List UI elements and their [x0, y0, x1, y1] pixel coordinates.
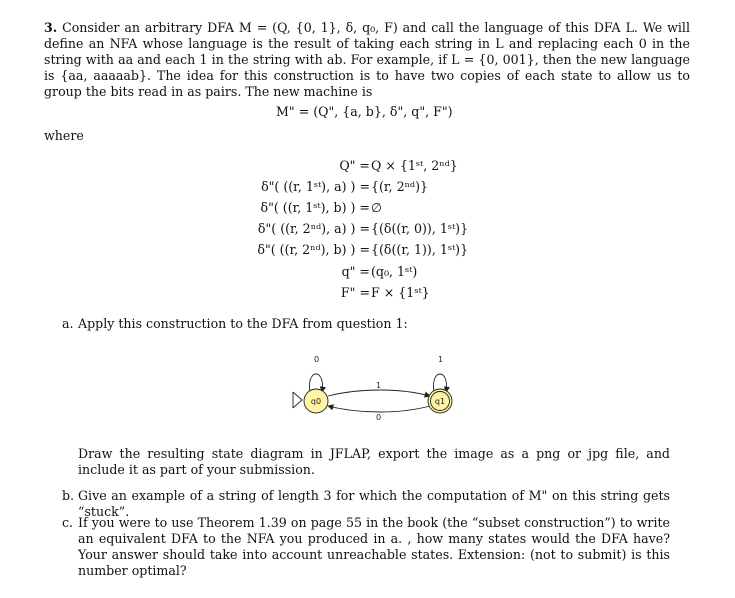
- dfa-state-diagram: [290, 352, 480, 430]
- equation-rhs-4: {(δ((r, 1)), 1ˢᵗ)}: [371, 242, 469, 257]
- state-q0-label: q0: [310, 397, 322, 406]
- part-c: [62, 515, 670, 579]
- part-a-text: Apply this construction to the DFA from question 1:: [78, 316, 408, 331]
- question-number: 3.: [44, 20, 58, 35]
- equation-rhs-6: F × {1ˢᵗ}: [371, 285, 430, 300]
- machine-definition: M" = (Q", {a, b}, δ", q", F"): [276, 104, 453, 119]
- start-state-marker: [293, 392, 302, 408]
- equation-rhs-2: ∅: [371, 200, 382, 215]
- edge-q1-to-q0: [328, 406, 430, 412]
- edge-q1-to-q0-label: 0: [376, 413, 382, 422]
- document-page: 3. Consider an arbitrary DFA M = (Q, {0, 1}, δ, q₀, F) and call the language of this DFA L. We will define an NFA whose language is the result of taking each string in L and replacing each 0 in the string with aa and each 1 in the string with ab. For example, if L = {0, 001}, then the new language is {aa, aaaaab}. The idea for this construction is to have two copies of each state to allow us to group the bits read in as pairs. The new machine is M" = (Q", {a, b}, δ", q", F") where Q" = Q × {1ˢᵗ, 2ⁿᵈ} δ"( ((r, 1ˢᵗ), a) ) = {(r, 2ⁿᵈ)} δ"( ((r, 1ˢᵗ), b) ) = ∅ δ"( ((r, 2ⁿᵈ), a) ) = {(δ((r, 0)), 1ˢᵗ)} δ"( ((r, 2ⁿᵈ), b) ) = {(δ((r, 1)), 1ˢᵗ)} q" = (q₀, 1ˢᵗ) F" = F × {1ˢᵗ} a. Apply this construction to the DFA from question 1: 0 1 1 0 q0 q1 Draw the resulting state diagram in JFLAP, export the image as a png or jpg file, and include it as part of your submission. b. Give an example of a string of length 3 for which the computation of M" on this string gets “stuck”. c. If you were to use Theorem 1.39 on page 55 in the book (the “subset construction”) to write an equivalent DFA to the NFA you produced in a. , how many states would the DFA have? Your answer should take into account unreachable states. Extension: (not to submit) is this number optimal?: [44, 20, 690, 578]
- edge-q0-to-q1-label: 1: [376, 381, 382, 390]
- equation-rhs-3: {(δ((r, 0)), 1ˢᵗ)}: [371, 221, 469, 236]
- part-c-label: c.: [62, 515, 74, 530]
- edge-q0-to-q1: [328, 390, 430, 396]
- part-c-text: If you were to use Theorem 1.39 on page 55 in the book (the “subset construction”) to write an equivalent DFA to the NFA you produced in a. , how many states would the DFA have? Your answer should take into account unreachable states. Extension: (not to submit) is this number optimal?: [78, 515, 670, 578]
- loop-q0-label: 0: [314, 355, 320, 364]
- where-label: where: [44, 128, 84, 143]
- part-b-label: b.: [62, 488, 75, 503]
- part-a: [62, 316, 678, 332]
- part-a-followup: Draw the resulting state diagram in JFLAP, export the image as a png or jpg file, and include it as part of your submission.: [78, 446, 670, 477]
- equation-rhs-1: {(r, 2ⁿᵈ)}: [371, 179, 428, 194]
- loop-q1-label: 1: [438, 355, 444, 364]
- part-a-label: a.: [62, 316, 74, 331]
- state-q1-label: q1: [434, 397, 446, 406]
- equation-rhs-0: Q × {1ˢᵗ, 2ⁿᵈ}: [371, 158, 458, 173]
- question-intro: [44, 20, 690, 100]
- question-intro-text: Consider an arbitrary DFA M = (Q, {0, 1}, δ, q₀, F) and call the language of this DFA L. We will define an NFA whose language is the result of taking each string in L and replacing each 0 in the string with aa and each 1 in the string with ab. For example, if L = {0, 001}, then the new language is {aa, aaaaab}. The idea for this construction is to have two copies of each state to allow us to group the bits read in as pairs. The new machine is: [44, 20, 690, 99]
- equation-rhs-5: (q₀, 1ˢᵗ): [371, 264, 418, 279]
- part-b-text: Give an example of a string of length 3 for which the computation of M" on this string gets “stuck”.: [78, 488, 670, 519]
